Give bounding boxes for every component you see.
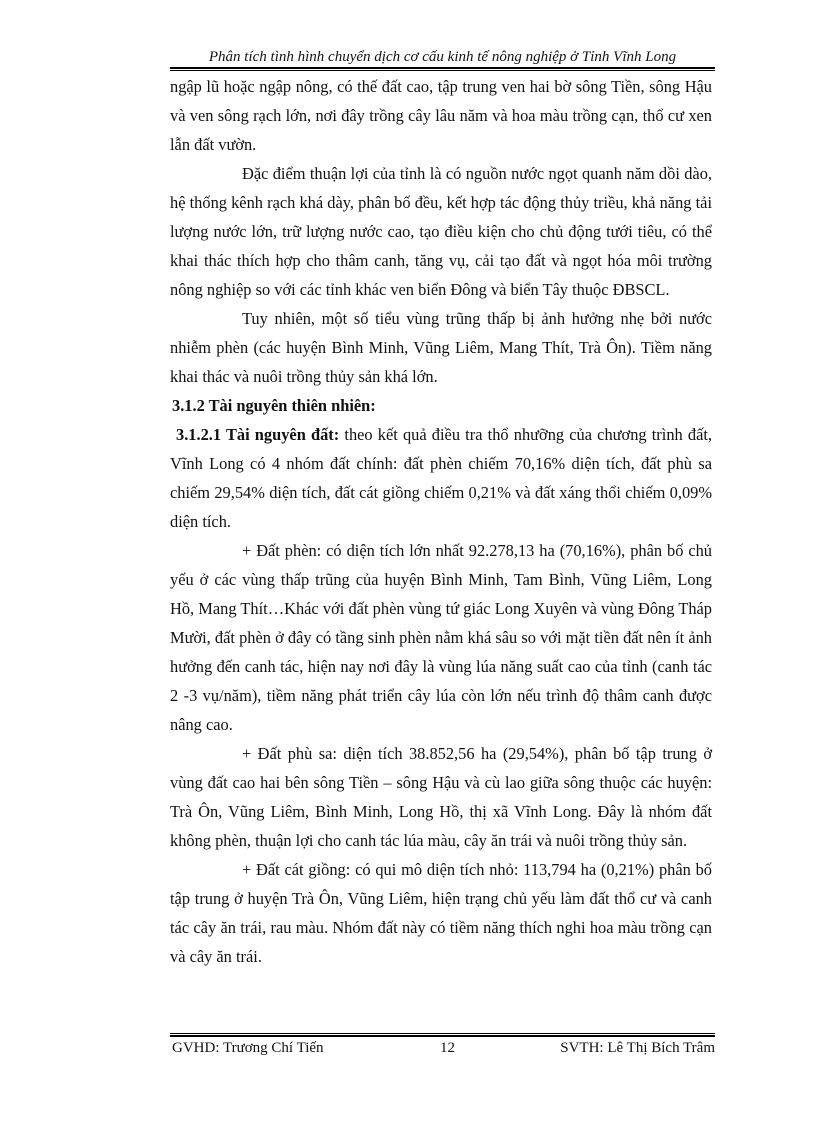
paragraph-acid-soil: + Đất phèn: có diện tích lớn nhất 92.278,13 ha (70,16%), phân bố chủ yếu ở các vùng thấp trũng của huyện Bình Minh, Tam Bình, Vũng Liêm, Long Hồ, Mang Thít…Khác với đất phèn vùng tứ giác Long Xuyên và vùng Đông Tháp Mười, đất phèn ở đây có tầng sinh phèn nằm khá sâu so với mặt tiền đất nên ít ảnh hưởng đến canh tác, hiện nay nơi đây là vùng lúa năng suất cao của tỉnh (canh tác 2 -3 vụ/năm), tiềm năng phát triển cây lúa còn lớn nếu trình độ thâm canh được nâng cao.: [170, 541, 712, 734]
paragraph-land-resources: [170, 420, 712, 536]
page-header-title: Phân tích tình hình chuyển dịch cơ cấu kinh tế nông nghiệp ở Tỉnh Vĩnh Long: [208, 49, 677, 65]
footer-page-number: 12: [440, 1040, 455, 1056]
section-heading-natural-resources: 3.1.2 Tài nguyên thiên nhiên:: [172, 396, 376, 415]
subsection-text-land-resources: theo kết quả điều tra thổ nhưỡng của chương trình đất, Vĩnh Long có 4 nhóm đất chính: đất phèn chiếm 70,16% diện tích, đất phù sa chiếm 29,54% diện tích, đất cát giồng chiếm 0,21% và đất xáng thổi chiếm 0,09% diện tích.: [170, 425, 712, 531]
subsection-label-land-resources: 3.1.2.1 Tài nguyên đất:: [176, 425, 340, 444]
paragraph-alluvial-soil: + Đất phù sa: diện tích 38.852,56 ha (29,54%), phân bố tập trung ở vùng đất cao hai bên sông Tiền – sông Hậu và cù lao giữa sông thuộc các huyện: Trà Ôn, Vũng Liêm, Bình Minh, Long Hồ, thị xã Vĩnh Long. Đây là nhóm đất không phèn, thuận lợi cho canh tác lúa màu, cây ăn trái và nuôi trồng thủy sản.: [170, 744, 712, 850]
paragraph-water-advantages: Đặc điểm thuận lợi của tỉnh là có nguồn nước ngọt quanh năm dồi dào, hệ thống kênh rạch khá dày, phân bố đều, kết hợp tác động thủy triều, khả năng tải lượng nước lớn, trữ lượng nước cao, tạo điều kiện cho chủ động tưới tiêu, có thể khai thác thích hợp cho thâm canh, tăng vụ, cải tạo đất và ngọt hóa môi trường nông nghiệp so với các tỉnh khác ven biển Đông và biển Tây thuộc ĐBSCL.: [170, 164, 712, 299]
paragraph-flood-land: ngập lũ hoặc ngập nông, có thế đất cao, tập trung ven hai bờ sông Tiền, sông Hậu và ven sông rạch lớn, nơi đây trồng cây lâu năm và hoa màu trồng cạn, thổ cư xen lẫn đất vườn.: [170, 77, 712, 154]
header-divider: [170, 67, 715, 71]
footer-divider: [170, 1033, 715, 1037]
paragraph-acid-water: Tuy nhiên, một số tiểu vùng trũng thấp bị ảnh hưởng nhẹ bởi nước nhiễm phèn (các huyện Bình Minh, Vũng Liêm, Mang Thít, Trà Ôn). Tiềm năng khai thác và nuôi trồng thủy sản khá lớn.: [170, 309, 712, 386]
page-body: [170, 72, 712, 971]
footer-advisor: GVHD: Trương Chí Tiến: [172, 1040, 324, 1056]
footer-student: SVTH: Lê Thị Bích Trâm: [560, 1040, 715, 1056]
paragraph-sandy-soil: + Đất cát giồng: có qui mô diện tích nhỏ: 113,794 ha (0,21%) phân bố tập trung ở huyện Trà Ôn, Vũng Liêm, hiện trạng chủ yếu làm đất thổ cư và canh tác cây ăn trái, rau màu. Nhóm đất này có tiềm năng thích nghi hoa màu trồng cạn và cây ăn trái.: [170, 860, 712, 966]
